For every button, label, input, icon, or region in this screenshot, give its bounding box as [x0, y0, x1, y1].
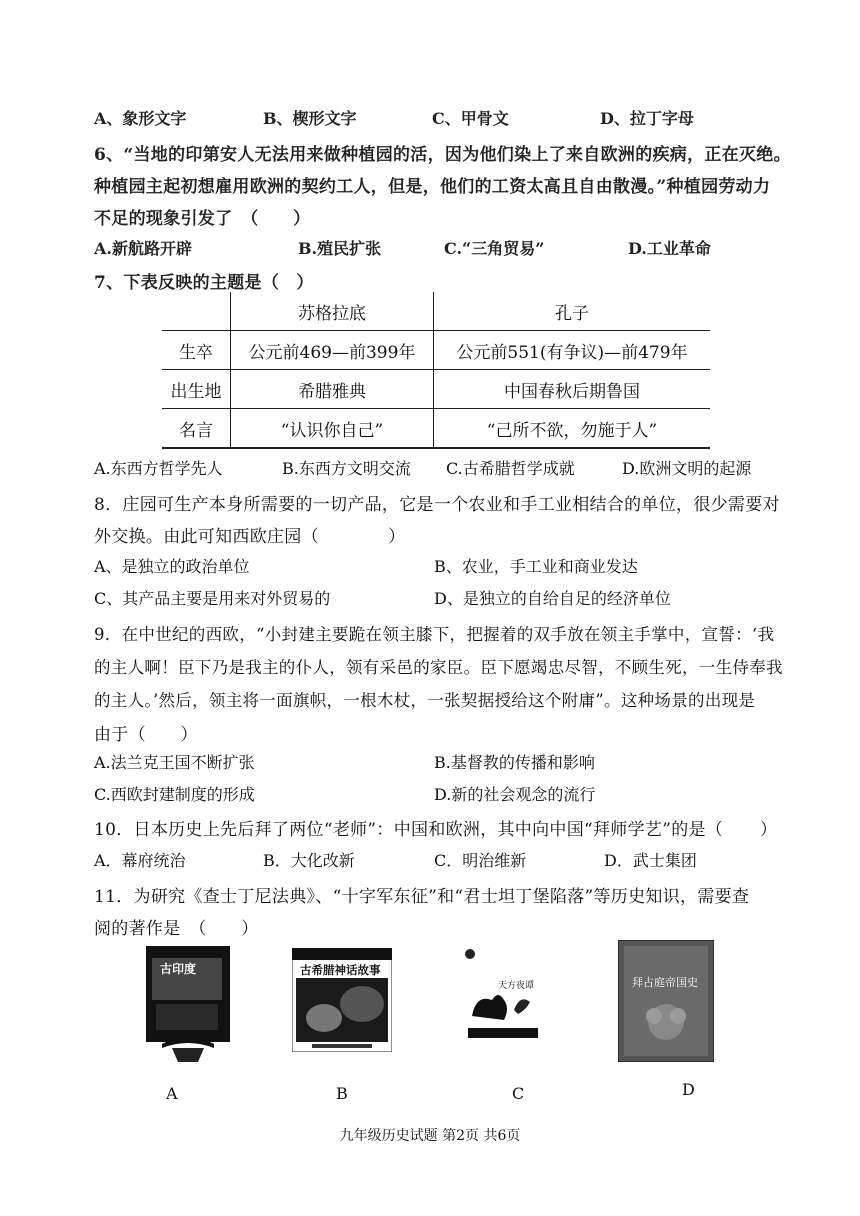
- table-cell: 中国春秋后期鲁国: [434, 370, 711, 409]
- book-cover-a: [142, 944, 234, 1066]
- q9-stem-line4: 由于（ ）: [94, 725, 198, 745]
- book-a-title: 古印度: [160, 962, 197, 976]
- q5-option-d: D、拉丁字母: [600, 109, 694, 128]
- book-d-title: 拜占庭帝国史: [632, 976, 698, 989]
- table-row: [162, 409, 710, 449]
- q7-option-b: B.东西方文明交流: [282, 459, 411, 478]
- table-cell: 出生地: [162, 370, 231, 409]
- table-row: [162, 370, 710, 409]
- q5-option-b: B、楔形文字: [263, 109, 357, 128]
- q8-option-a: A、是独立的政治单位: [94, 557, 250, 576]
- q7-comparison-table: [162, 292, 710, 449]
- table-header-confucius: 孔子: [434, 292, 711, 331]
- q6-option-b: B.殖民扩张: [298, 239, 382, 258]
- q10-option-d: D．武士集团: [604, 851, 697, 870]
- q8-option-c: C、其产品主要是用来对外贸易的: [94, 589, 331, 608]
- q10-option-a: A．幕府统治: [94, 851, 186, 870]
- book-label-c: C: [512, 1084, 525, 1103]
- q9-option-a: A.法兰克王国不断扩张: [94, 753, 255, 772]
- q8-stem-line2: 外交换。由此可知西欧庄园（ ）: [94, 527, 406, 547]
- q9-stem-line3: 的主人。’然后，领主将一面旗帜，一根木杖，一张契据授给这个附庸”。这种场景的出现是: [94, 691, 756, 710]
- q10-option-b: B．大化改新: [263, 851, 355, 870]
- q8-stem-line1: 8．庄园可生产本身所需要的一切产品，它是一个农业和手工业相结合的单位，很少需要对: [94, 495, 780, 515]
- q7-option-c: C.古希腊哲学成就: [446, 459, 575, 478]
- q10-stem-close: ）: [760, 820, 777, 840]
- q6-option-c: C.“三角贸易”: [444, 239, 545, 258]
- table-cell: 名言: [162, 409, 231, 449]
- q11-stem-line2: 阅的著作是 （ ）: [94, 919, 259, 939]
- table-row: [162, 331, 710, 370]
- table-cell: 公元前551(有争议)—前479年: [434, 331, 711, 370]
- q9-stem-line2: 的主人啊！臣下乃是我主的仆人，领有采邑的家臣。臣下愿竭忠尽智，不顾生死，一生侍奉我: [94, 658, 783, 677]
- book-label-b: B: [336, 1084, 348, 1103]
- q10-stem: 10．日本历史上先后拜了两位“老师”：中国和欧洲，其中向中国“拜师学艺”的是（: [94, 820, 724, 840]
- table-header-row: [162, 292, 710, 331]
- table-cell: [162, 292, 231, 331]
- q9-stem-line1: 9．在中世纪的西欧，“小封建主要跪在领主膝下，把握着的双手放在领主手掌中，宣誓：‘我: [94, 625, 775, 644]
- q6-option-d: D.工业革命: [628, 239, 711, 258]
- table-header-socrates: 苏格拉底: [231, 292, 434, 331]
- q8-option-d: D、是独立的自给自足的经济单位: [434, 589, 671, 608]
- q10-option-c: C．明治维新: [434, 851, 527, 870]
- book-cover-d: [618, 940, 714, 1062]
- q6-stem-line2: 种植园主起初想雇用欧洲的契约工人，但是，他们的工资太高且自由散漫。”种植园劳动力: [94, 177, 771, 197]
- book-b-title: 古希腊神话故事: [300, 963, 381, 977]
- q5-option-c: C、甲骨文: [432, 109, 509, 128]
- book-label-d: D: [682, 1080, 695, 1099]
- q7-option-a: A.东西方哲学先人: [94, 459, 223, 478]
- q6-option-a: A.新航路开辟: [94, 239, 192, 258]
- book-c-title: 天方夜谭: [498, 981, 535, 991]
- table-cell: 公元前469—前399年: [231, 331, 434, 370]
- page-footer: 九年级历史试题 第2页 共6页: [339, 1128, 521, 1144]
- book-cover-c: [458, 944, 558, 1056]
- table-cell: 希腊雅典: [231, 370, 434, 409]
- q9-option-d: D.新的社会观念的流行: [434, 785, 596, 804]
- q8-option-b: B、农业，手工业和商业发达: [434, 557, 638, 576]
- q9-option-b: B.基督教的传播和影响: [434, 753, 595, 772]
- q6-stem-line3: 不足的现象引发了 （ ）: [94, 209, 311, 229]
- q7-stem: 7、下表反映的主题是（ ）: [94, 273, 314, 293]
- q5-option-a: A、象形文字: [94, 109, 187, 128]
- book-label-a: A: [166, 1084, 178, 1103]
- book-cover-b: [292, 948, 392, 1052]
- q9-option-c: C.西欧封建制度的形成: [94, 785, 255, 804]
- table-cell: 生卒: [162, 331, 231, 370]
- table-cell: “己所不欲，勿施于人”: [434, 409, 711, 449]
- q7-option-d: D.欧洲文明的起源: [622, 459, 752, 478]
- q6-stem-line1: 6、“当地的印第安人无法用来做种植园的活，因为他们染上了来自欧洲的疾病，正在灭绝。: [94, 145, 791, 165]
- q11-stem-line1: 11．为研究《查士丁尼法典》、“十字军东征”和“君士坦丁堡陷落”等历史知识，需要查: [94, 887, 750, 907]
- table-cell: “认识你自己”: [231, 409, 434, 449]
